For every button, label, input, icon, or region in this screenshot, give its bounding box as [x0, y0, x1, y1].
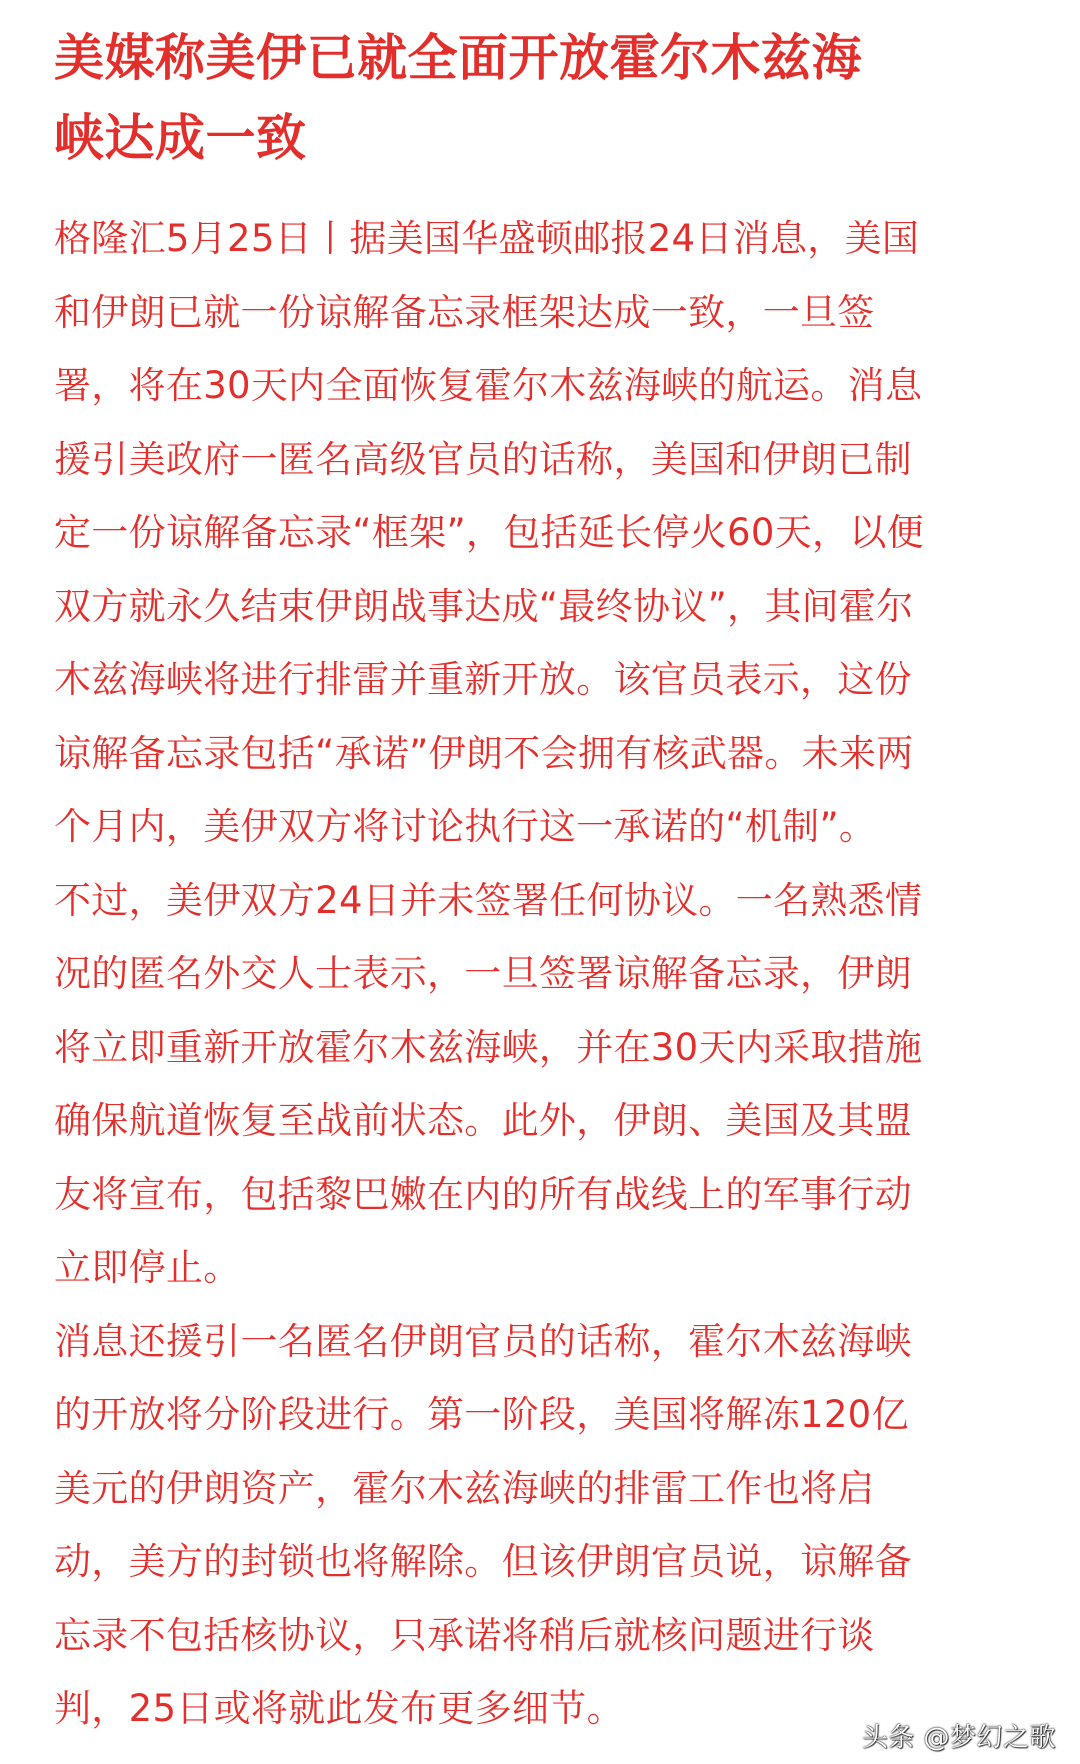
body-line: 确保航道恢复至战前状态。此外，伊朗、美国及其盟	[54, 1099, 912, 1142]
body-line: 援引美政府一匿名高级官员的话称，美国和伊朗已制	[54, 437, 912, 481]
body-line: 谅解备忘录包括“承诺”伊朗不会拥有核武器。未来两	[54, 731, 914, 775]
body-line: 美元的伊朗资产，霍尔木兹海峡的排雷工作也将启	[54, 1466, 875, 1510]
body-line: 署，将在30天内全面恢复霍尔木兹海峡的航运。消息	[54, 364, 923, 407]
body-line: 判，25日或将就此发布更多细节。	[54, 1687, 624, 1730]
article-title	[54, 18, 1034, 178]
body-line: 定一份谅解备忘录“框架”，包括延长停火60天，以便	[54, 511, 924, 554]
body-line: 况的匿名外交人士表示，一旦签署谅解备忘录，伊朗	[54, 952, 912, 995]
body-line: 和伊朗已就一份谅解备忘录框架达成一致，一旦签	[54, 290, 875, 334]
title-line: 峡达成一致	[54, 109, 307, 167]
body-line: 双方就永久结束伊朗战事达成“最终协议”，其间霍尔	[54, 584, 914, 628]
body-line: 木兹海峡将进行排雷并重新开放。该官员表示，这份	[54, 658, 912, 701]
article	[54, 18, 1034, 1746]
paragraph-2	[54, 864, 1034, 1305]
body-line: 不过，美伊双方24日并未签署任何协议。一名熟悉情	[54, 878, 923, 922]
title-line: 美媒称美伊已就全面开放霍尔木兹海	[54, 29, 862, 87]
watermark: 头条 @梦幻之歌	[861, 1723, 1056, 1753]
body-line: 格隆汇5月25日丨据美国华盛顿邮报24日消息，美国	[54, 217, 920, 260]
body-line: 忘录不包括核协议，只承诺将稍后就核问题进行谈	[54, 1613, 875, 1657]
paragraph-1	[54, 202, 1034, 864]
body-line: 的开放将分阶段进行。第一阶段，美国将解冻120亿	[54, 1393, 909, 1436]
body-line: 消息还援引一名匿名伊朗官员的话称，霍尔木兹海峡	[54, 1319, 912, 1363]
body-line: 立即停止。	[54, 1246, 241, 1289]
paragraph-3	[54, 1305, 1034, 1746]
body-line: 个月内，美伊双方将讨论执行这一承诺的“机制”。	[54, 805, 877, 848]
body-line: 将立即重新开放霍尔木兹海峡，并在30天内采取措施	[54, 1025, 923, 1069]
article-body	[54, 202, 1034, 1746]
body-line: 友将宣布，包括黎巴嫩在内的所有战线上的军事行动	[54, 1172, 912, 1216]
body-line: 动，美方的封锁也将解除。但该伊朗官员说，谅解备	[54, 1540, 912, 1583]
